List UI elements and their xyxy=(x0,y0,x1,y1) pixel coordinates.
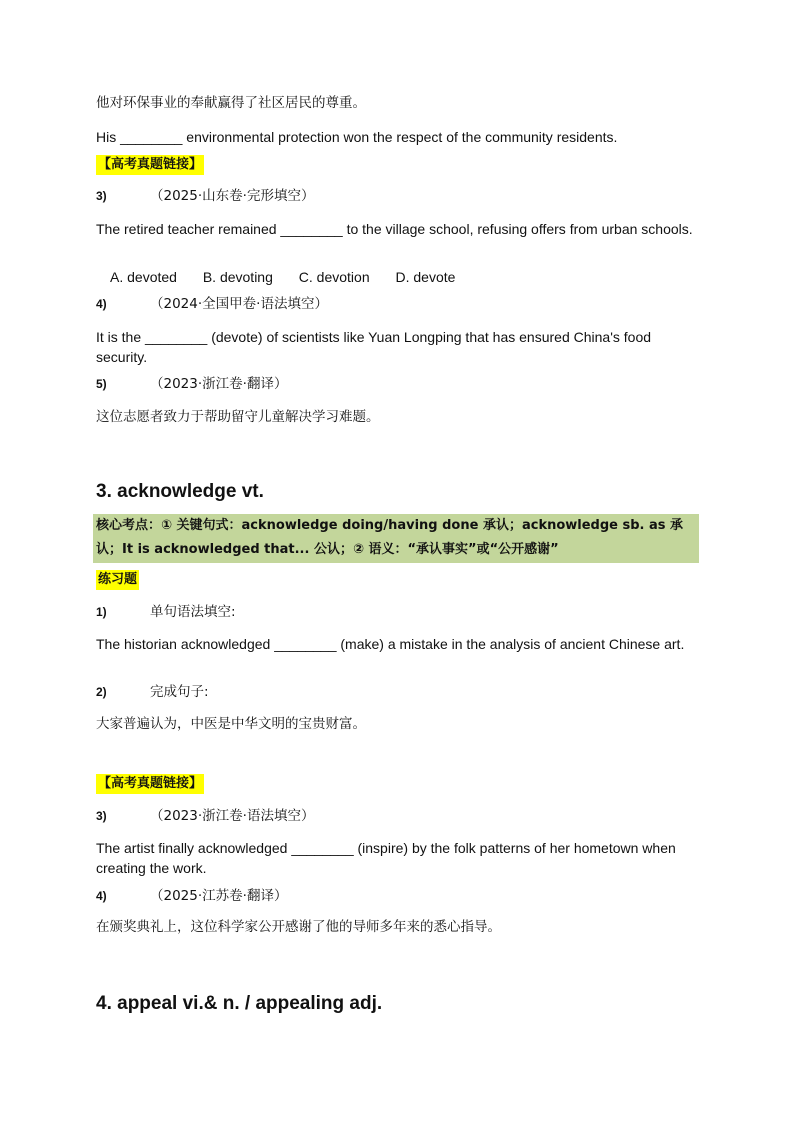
gaokao-link-tag: 【高考真题链接】 xyxy=(96,774,204,794)
question-text: The artist finally acknowledged ________ (inspire) by the folk patterns of her hometown when creating the work. xyxy=(96,840,676,876)
question-text: 这位志愿者致力于帮助留守儿童解决学习难题。 xyxy=(96,409,380,425)
option-a: A. devoted xyxy=(110,269,177,285)
question-number: 3) xyxy=(96,809,107,823)
question-text: 大家普遍认为，中医是中华文明的宝贵财富。 xyxy=(96,716,366,732)
question-source: （2025·江苏卷·翻译） xyxy=(150,888,288,904)
question-source: （2025·山东卷·完形填空） xyxy=(150,188,315,204)
question-source: （2024·全国甲卷·语法填空） xyxy=(150,296,328,312)
question-number: 3) xyxy=(96,189,107,203)
question-number: 1) xyxy=(96,605,107,619)
key-points-box: 核心考点：① 关键句式：acknowledge doing/having done 承认；acknowledge sb. as 承认；It is acknowledged that... 公认；② 语义：“承认事实”或“公开感谢” xyxy=(93,514,699,563)
question-number: 4) xyxy=(96,889,107,903)
option-d: D. devote xyxy=(395,269,456,285)
section-heading: 4. appeal vi.& n. / appealing adj. xyxy=(96,993,383,1014)
gaokao-link-tag: 【高考真题链接】 xyxy=(96,155,204,175)
question-number: 2) xyxy=(96,685,107,699)
practice-tag: 练习题 xyxy=(96,570,139,590)
question-source: 单句语法填空: xyxy=(150,604,236,620)
answer-options xyxy=(110,267,477,287)
question-number: 5) xyxy=(96,377,107,391)
question-source: （2023·浙江卷·翻译） xyxy=(150,376,288,392)
en-sentence: His ________ environmental protection won the respect of the community residents. xyxy=(96,129,618,145)
question-text: It is the ________ (devote) of scientists like Yuan Longping that has ensured China's food security. xyxy=(96,329,652,365)
cn-sentence: 他对环保事业的奉献赢得了社区居民的尊重。 xyxy=(96,95,366,111)
question-text: 在颁奖典礼上，这位科学家公开感谢了他的导师多年来的悉心指导。 xyxy=(96,919,501,935)
option-c: C. devotion xyxy=(298,269,370,285)
option-b: B. devoting xyxy=(202,269,273,285)
question-number: 4) xyxy=(96,297,107,311)
question-text: The historian acknowledged ________ (make) a mistake in the analysis of ancient Chinese art. xyxy=(96,636,685,652)
section-heading: 3. acknowledge vt. xyxy=(96,481,264,502)
question-source: 完成句子: xyxy=(150,684,209,700)
question-text: The retired teacher remained ________ to the village school, refusing offers from urban schools. xyxy=(96,221,693,237)
question-source: （2023·浙江卷·语法填空） xyxy=(150,808,315,824)
